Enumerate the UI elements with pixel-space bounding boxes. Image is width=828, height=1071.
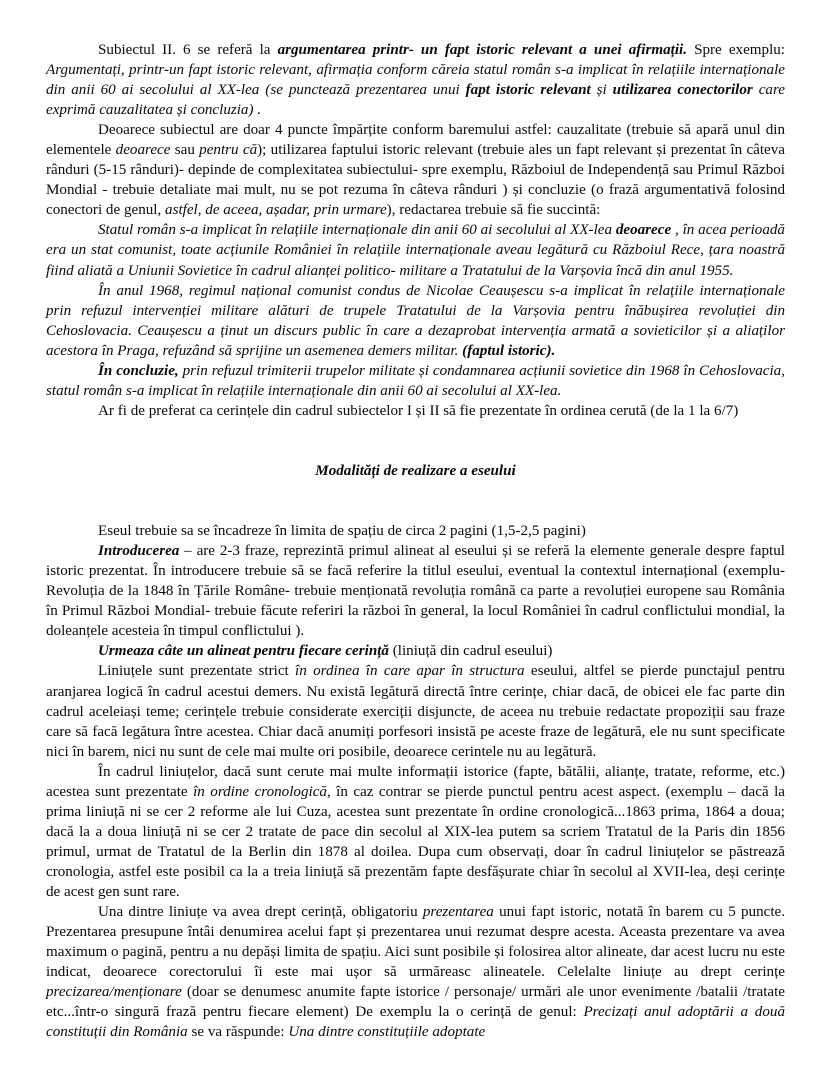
body-paragraph — [46, 220, 785, 280]
text-run: Una dintre liniuțe va avea drept cerință, obligatoriu — [98, 904, 423, 921]
text-run: , în caz contrar se pierde punctul pentru acest aspect. (exemplu – dacă la prima liniuță ni se cer 2 reforme ale lui Cuza, acestea sunt prezentate în ordine cronologică...1863 prima, 1864 a doua; dacă la a doua liniuță ni se cer 2 tratate de pace din secolul al XIX-lea putem sa scriem Tratatul de la Paris din 1856 primul, urmat de Tratatul de la Berlin din 1878 al doilea. Dupa cum observați, doar în cadrul liniuțelor se păstrează cronologia, astfel este posibil ca la a treia liniuță să prezentăm fapte desfășurate chiar în secolul al XVII-lea, deși cerințe de acest gen sunt rare. — [46, 783, 785, 900]
vertical-spacer — [46, 441, 785, 461]
text-run: Precizați anul adoptării a două constituții din România — [46, 1004, 785, 1041]
body-paragraph — [46, 120, 785, 220]
text-run: Eseul trebuie sa se încadreze în limita de spațiu de circa 2 pagini (1,5-2,5 pagini) — [98, 523, 586, 540]
vertical-spacer — [46, 501, 785, 521]
text-run: se va răspunde: — [187, 1024, 289, 1041]
text-run: în ordine cronologică — [193, 783, 327, 800]
text-run: (liniuță din cadrul eseului) — [388, 643, 553, 660]
text-run: ); utilizarea faptului istoric relevant (trebuie ales un fapt relevant și prezentat în câteva rânduri (5-15 rânduri)- depinde de complexitatea subiectului- spre exemplu, Războiul de Independență sau Primul Război Mondial - trebuie detaliate mai mult, nu se pot rezuma în câteva rânduri ) și concluzie (o frază argumentativă folosind conectori de genul, — [46, 142, 785, 219]
text-run: deoarece — [115, 142, 171, 159]
vertical-spacer — [46, 421, 785, 441]
text-run: – are 2-3 fraze, reprezintă primul alineat al eseului și se referă la elemente generale despre faptul istoric prezentat. În introducere trebuie să se facă referire la titlul eseului, eventual la contextul internațional (exemplu- Revoluția de la 1848 în Țările Române- trebuie menționată revoluția română ca parte a revoluției europene sau România în Primul Război Mondial- trebuie făcute referiri la război în general, la locul României în cadrul conflictului mondial, la doleanțele acesteia în timpul conflictului ). — [46, 543, 785, 640]
text-run: eseului, altfel se pierde punctajul pentru aranjarea logică în cadrul acestui demers. Nu există legătură directă între cerințe, chiar dacă, de obicei ele fac parte din cadrul aceleiași teme; cerințele trebuie considerate exerciții disjuncte, de aceea nu trebuie redactate propoziții sau fraze care să facă legătura între acestea. Chiar dacă anumiți porfesori insistă pe aceste fraze de legătură, ele nu sunt specificate nici în barem, nici nu sunt de cele mai multe ori posibile, deoarece cerintele nu au legătură. — [46, 663, 785, 760]
text-run: în ordinea în care apar în structura — [295, 663, 525, 680]
body-paragraph — [46, 902, 785, 1042]
text-run: fapt istoric relevant — [465, 82, 591, 99]
text-run: și — [590, 82, 613, 99]
text-run: argumentarea printr- un fapt istoric relevant a unei afirmații. — [277, 42, 687, 58]
text-run: Argumentați, printr-un fapt istoric relevant, afirmația conform căreia statul român s-a implicat în relațiile internaționale din anii 60 ai secolului al XX-lea (se punctează prezentarea unui — [46, 62, 785, 99]
text-run: (doar se denumesc anumite fapte istorice / personaje/ urmări ale unor evenimente /batalii /tratate etc...într-o singură frază pentru fiecare element) De exemplu la o cerință de genul: — [46, 984, 785, 1021]
text-run: Subiectul II. 6 se referă la — [98, 42, 278, 58]
vertical-spacer — [46, 481, 785, 501]
text-run: prezentarea — [422, 904, 494, 921]
text-run: Modalități de realizare a eseului — [315, 462, 516, 479]
text-run: , în acea perioadă era un stat comunist, toate acțiunile României în relațiile internaționale aveau legătură cu Războiul Rece, țara noastră fiind aliată a Uniunii Sovietice în cadrul alianței politico- militare a Tratatului de la Varșovia încă din anul 1955. — [46, 222, 785, 279]
text-run: Urmeaza câte un alineat pentru fiecare cerință — [98, 643, 389, 660]
text-run: precizarea/menționare — [46, 984, 182, 1001]
text-run: În cadrul liniuțelor, dacă sunt cerute mai multe informații istorice (fapte, bătălii, alianțe, tratate, reforme, etc.) acestea sunt prezentate — [46, 763, 785, 800]
body-paragraph — [46, 762, 785, 902]
text-run: În concluzie, — [98, 362, 179, 379]
text-run: deoarece — [615, 222, 672, 239]
text-run: ), redactarea trebuie să fie succintă: — [386, 202, 601, 219]
text-run: (faptul istoric). — [462, 342, 556, 359]
text-run: Deoarece subiectul are doar 4 puncte împărțite conform baremului astfel: cauzalitate (trebuie să apară unul din elementele — [46, 122, 785, 159]
text-run: pentru că — [199, 142, 258, 159]
section-heading — [46, 461, 785, 481]
text-run: Ar fi de preferat ca cerințele din cadrul subiectelor I și II să fie prezentate în ordinea cerută (de la 1 la 6/7) — [98, 402, 739, 419]
body-paragraph — [46, 661, 785, 761]
text-run: Una dintre constituțiile adoptate — [288, 1024, 486, 1041]
body-paragraph — [46, 40, 785, 120]
text-run: care exprimă cauzalitatea și concluzia) . — [46, 82, 785, 119]
text-run: În anul 1968, regimul național comunist condus de Nicolae Ceaușescu s-a implicat în relațiile internaționale prin refuzul intervenției militare alături de trupele Tratatului de la Varșovia pentru înăbușirea revoluției din Cehoslovacia. Ceaușescu a ținut un discurs public în care a dezaprobat intervenția armată a sovieticilor și a aliaților acestora în Praga, refuzând să sprijine un asemenea demers militar. — [46, 282, 785, 359]
body-paragraph — [46, 541, 785, 641]
body-paragraph — [46, 641, 785, 661]
body-paragraph — [46, 521, 785, 541]
text-run: Spre exemplu: — [686, 42, 786, 58]
text-run: Introducerea — [98, 543, 180, 560]
text-run: utilizarea conectorilor — [612, 82, 753, 99]
document-body — [46, 40, 785, 1042]
text-run: Statul român s-a implicat în relațiile internaționale din anii 60 ai secolului al XX-lea — [98, 222, 616, 239]
text-run: unui fapt istoric, notată în barem cu 5 puncte. Prezentarea presupune întâi denumirea acelui fapt și prezentarea unui rezumat despre acesta. Aceasta prezentare va avea maximum o pagină, pentru a nu depăși limita de spațiu. Aici sunt posibile și folosirea altor alineate, dar acest lucru nu este indicat, deoarece corectorului îi este mai ușor să urmăreasc alineatele. Celelalte liniuțe au drept cerințe — [46, 904, 785, 981]
text-run: astfel, de aceea, așadar, prin urmare — [165, 202, 387, 219]
text-run: sau — [170, 142, 200, 159]
body-paragraph — [46, 361, 785, 401]
text-run: Liniuțele sunt prezentate strict — [98, 663, 296, 680]
body-paragraph — [46, 401, 785, 421]
body-paragraph — [46, 281, 785, 361]
text-run: prin refuzul trimiterii trupelor militate și condamnarea acțiunii sovietice din 1968 în Cehoslovacia, statul român s-a implicat în relațiile internaționale din anii 60 ai secolului al XX-lea. — [46, 362, 785, 399]
